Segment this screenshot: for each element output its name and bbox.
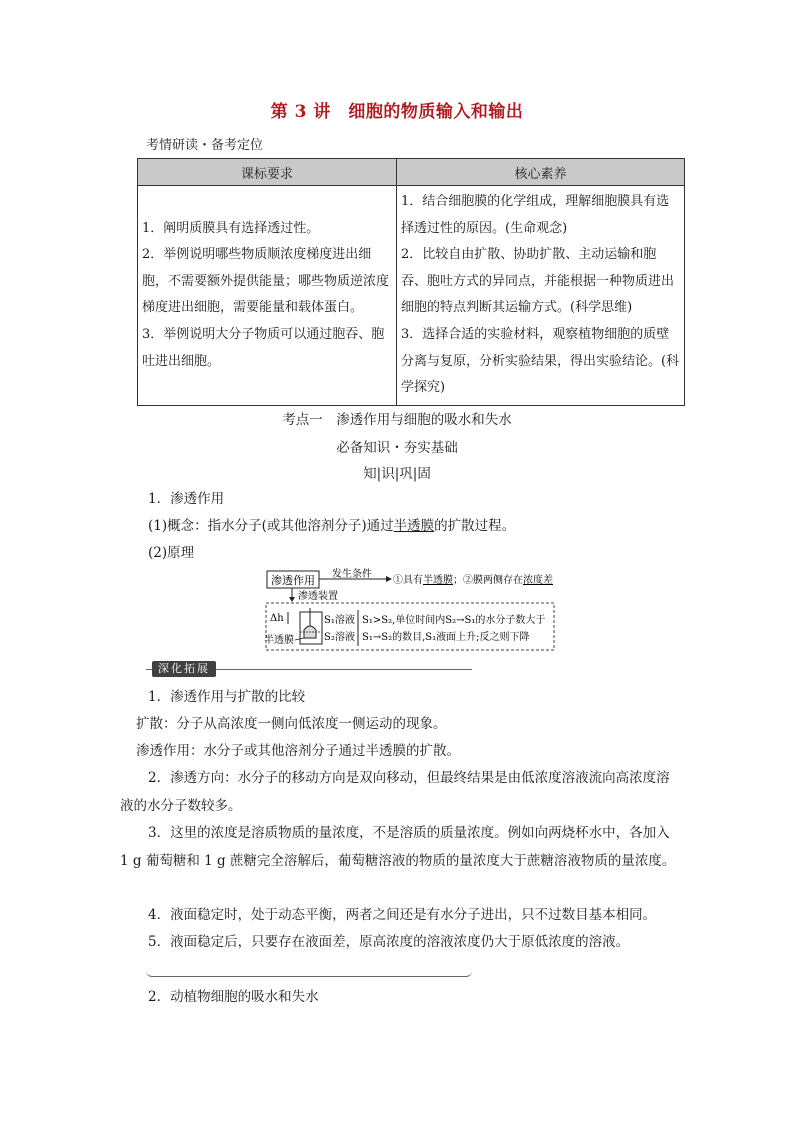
standards-item: 1．阐明质膜具有选择透过性。	[142, 220, 320, 236]
section-1-heading: 1．渗透作用	[148, 491, 225, 507]
device-arrowhead	[289, 597, 295, 602]
s1-label: S₁溶液	[324, 615, 355, 626]
expand-item: 2．渗透方向：水分子的移动方向是双向移动，但最终结果是由低浓度溶液流向高浓度溶液的水分子数较多。	[120, 770, 670, 814]
expand-item: 5．液面稳定后，只要存在液面差，原高浓度的溶液浓度仍大于原低浓度的溶液。	[148, 934, 630, 950]
condition-mid: ；②膜两侧存在	[453, 575, 523, 586]
expand-item: 1．渗透作用与扩散的比较	[148, 689, 306, 705]
requirements-table	[137, 158, 685, 406]
concept-text-end: 的扩散过程。	[434, 518, 516, 534]
literacy-item: 2．比较自由扩散、协助扩散、主动运输和胞吞、胞吐方式的异同点，并能根据一种物质进出细胞的特点判断其运输方式。(科学思维)	[401, 247, 675, 316]
expand-tag	[146, 661, 472, 677]
expand-end-rule	[146, 966, 472, 977]
condition-prefix: ①具有	[393, 575, 423, 586]
principle-label: (2)原理	[148, 545, 195, 561]
concept-keyword: 半透膜	[393, 518, 435, 534]
expand-item: 扩散：分子从高浓度一侧向低浓度一侧运动的现象。	[136, 716, 447, 732]
osmosis-box-label: 渗透作用	[271, 574, 315, 587]
section-label: 考情研读・备考定位	[146, 138, 264, 153]
membrane-label: 半透膜	[264, 635, 294, 646]
expand-tag-label: 深化拓展	[152, 661, 216, 677]
literacy-item: 1．结合细胞膜的化学组成，理解细胞膜具有选择透过性的原因。(生命观念)	[401, 194, 670, 236]
condition-arrowhead	[386, 576, 392, 582]
explain-line-2: S₁→S₂的数目,S₁液面上升;反之则下降	[362, 632, 530, 643]
kaodian-title: 考点一 渗透作用与细胞的吸水和失水	[282, 412, 512, 428]
standards-item: 3．举例说明大分子物质可以通过胞吞、胞吐进出细胞。	[142, 326, 385, 369]
condition-text	[393, 573, 553, 586]
expand-item: 渗透作用：水分子或其他溶剂分子通过半透膜的扩散。	[136, 743, 460, 759]
table-header-literacy: 核心素养	[397, 159, 685, 186]
standards-cell	[138, 186, 397, 406]
delta-h-label: Δh	[270, 613, 284, 624]
section-2-heading: 2．动植物细胞的吸水和失水	[148, 989, 319, 1005]
condition-1: 半透膜	[423, 575, 453, 586]
condition-2: 浓度差	[523, 575, 553, 586]
concept-line	[148, 513, 515, 540]
standards-item: 2．举例说明哪些物质顺浓度梯度进出细胞，不需要额外提供能量；哪些物质逆浓度梯度进出细胞，需要能量和载体蛋白。	[142, 247, 390, 316]
explain-line-1: S₁>S₂,单位时间内S₂→S₁的水分子数大于	[362, 615, 546, 626]
table-header-standards: 课标要求	[138, 159, 397, 186]
s2-label: S₂溶液	[324, 632, 355, 643]
expand-item: 4．液面稳定时，处于动态平衡，两者之间还是有水分子进出，只不过数目基本相同。	[148, 907, 657, 923]
zhishi-title: 知|识|巩|固	[363, 466, 431, 482]
literacy-item: 3．选择合适的实验材料，观察植物细胞的质壁分离与复原，分析实验结果，得出实验结论。(科学探究)	[401, 326, 680, 396]
osmosis-diagram	[262, 568, 558, 654]
expand-item: 3．这里的浓度是溶质物质的量浓度，不是溶质的质量浓度。例如向两烧杯水中，各加入 1 g 葡萄糖和 1 g 蔗糖完全溶解后，葡萄糖溶液的物质的量浓度大于蔗糖溶液物质的量浓度。	[120, 825, 676, 869]
bibei-title: 必备知识・夯实基础	[336, 440, 458, 456]
device-label: 渗透装置	[298, 591, 338, 602]
concept-text: (1)概念：指水分子(或其他溶剂分子)通过	[148, 518, 394, 534]
page-title: 第 3 讲 细胞的物质输入和输出	[270, 102, 524, 122]
condition-label: 发生条件	[332, 569, 372, 580]
literacy-cell	[397, 186, 685, 406]
